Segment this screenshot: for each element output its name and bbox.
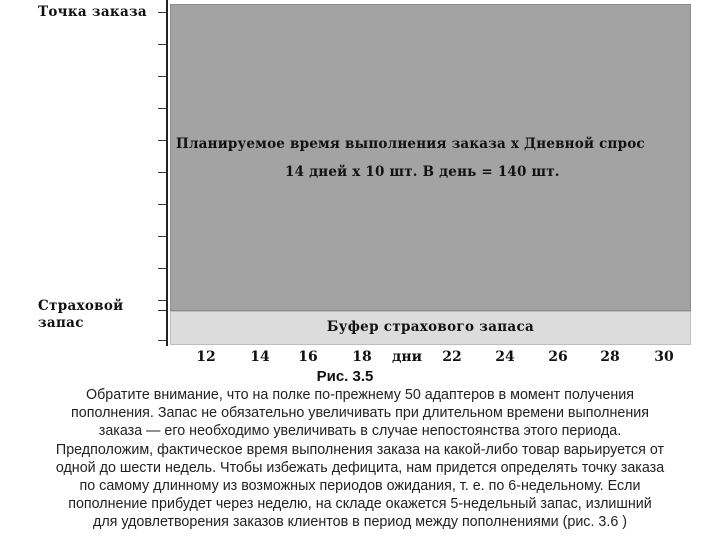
- lead-time-demand-zone: [170, 4, 691, 311]
- safety-stock-label: [38, 298, 123, 332]
- axis-tick: [158, 44, 166, 45]
- x-axis-tick-labels: [0, 349, 720, 369]
- axis-tick: [158, 204, 166, 205]
- axis-tick: [158, 12, 166, 13]
- x-tick-label: 14: [250, 349, 270, 365]
- body-text: [6, 386, 714, 532]
- x-tick-label: 16: [298, 349, 318, 365]
- body-line: Обратите внимание, что на полке по-прежнему 50 адаптеров в момент получения: [86, 387, 634, 403]
- body-line: для удовлетворения заказов клиентов в период между пополнениями (рис. 3.6 ): [92, 514, 628, 531]
- x-tick-label: 30: [654, 349, 674, 365]
- body-line: одной до шести недель. Чтобы избежать дефицита, нам придется определять точку заказа: [55, 459, 665, 476]
- x-tick-label: 24: [495, 349, 515, 365]
- axis-tick: [158, 76, 166, 77]
- x-tick-label: дни: [392, 349, 422, 365]
- axis-tick: [158, 140, 166, 141]
- body-line: заказа — его необходимо увеличивать в случае непостоянства этого периода.: [98, 423, 622, 440]
- axis-tick: [158, 236, 166, 237]
- body-line: по самому длинному из возможных периодов ожидания, т. е. по 6-недельному. Если: [79, 478, 641, 495]
- lead-time-formula-text: Планируемое время выполнения заказа х Дневной спрос: [176, 136, 645, 152]
- x-tick-label: 12: [196, 349, 216, 365]
- axis-tick: [158, 300, 166, 301]
- body-line: Предположим, фактическое время выполнения заказа на какой-либо товар варьируется от: [55, 441, 665, 458]
- safety-stock-label-line1: Страховой: [38, 298, 124, 314]
- axis-tick: [158, 172, 166, 173]
- axis-tick: [158, 268, 166, 269]
- safety-stock-label-line2: запас: [38, 315, 84, 331]
- x-tick-label: 28: [600, 349, 620, 365]
- reorder-point-label: Точка заказа: [38, 4, 147, 20]
- lead-time-calculation-text: 14 дней х 10 шт. В день = 140 шт.: [285, 164, 560, 180]
- axis-tick: [158, 108, 166, 109]
- vertical-axis: [166, 0, 168, 346]
- body-line: пополнения. Запас не обязательно увеличивать при длительном времени выполнения: [71, 405, 649, 422]
- body-line: пополнение прибудет через неделю, на складе окажется 5-недельный запас, излишний: [68, 496, 652, 513]
- x-tick-label: 18: [352, 349, 372, 365]
- figure-caption: Рис. 3.5: [316, 368, 374, 385]
- x-tick-label: 26: [548, 349, 568, 365]
- axis-tick: [158, 340, 166, 341]
- axis-tick: [158, 310, 166, 311]
- x-tick-label: 22: [442, 349, 462, 365]
- buffer-label: Буфер страхового запаса: [326, 319, 535, 335]
